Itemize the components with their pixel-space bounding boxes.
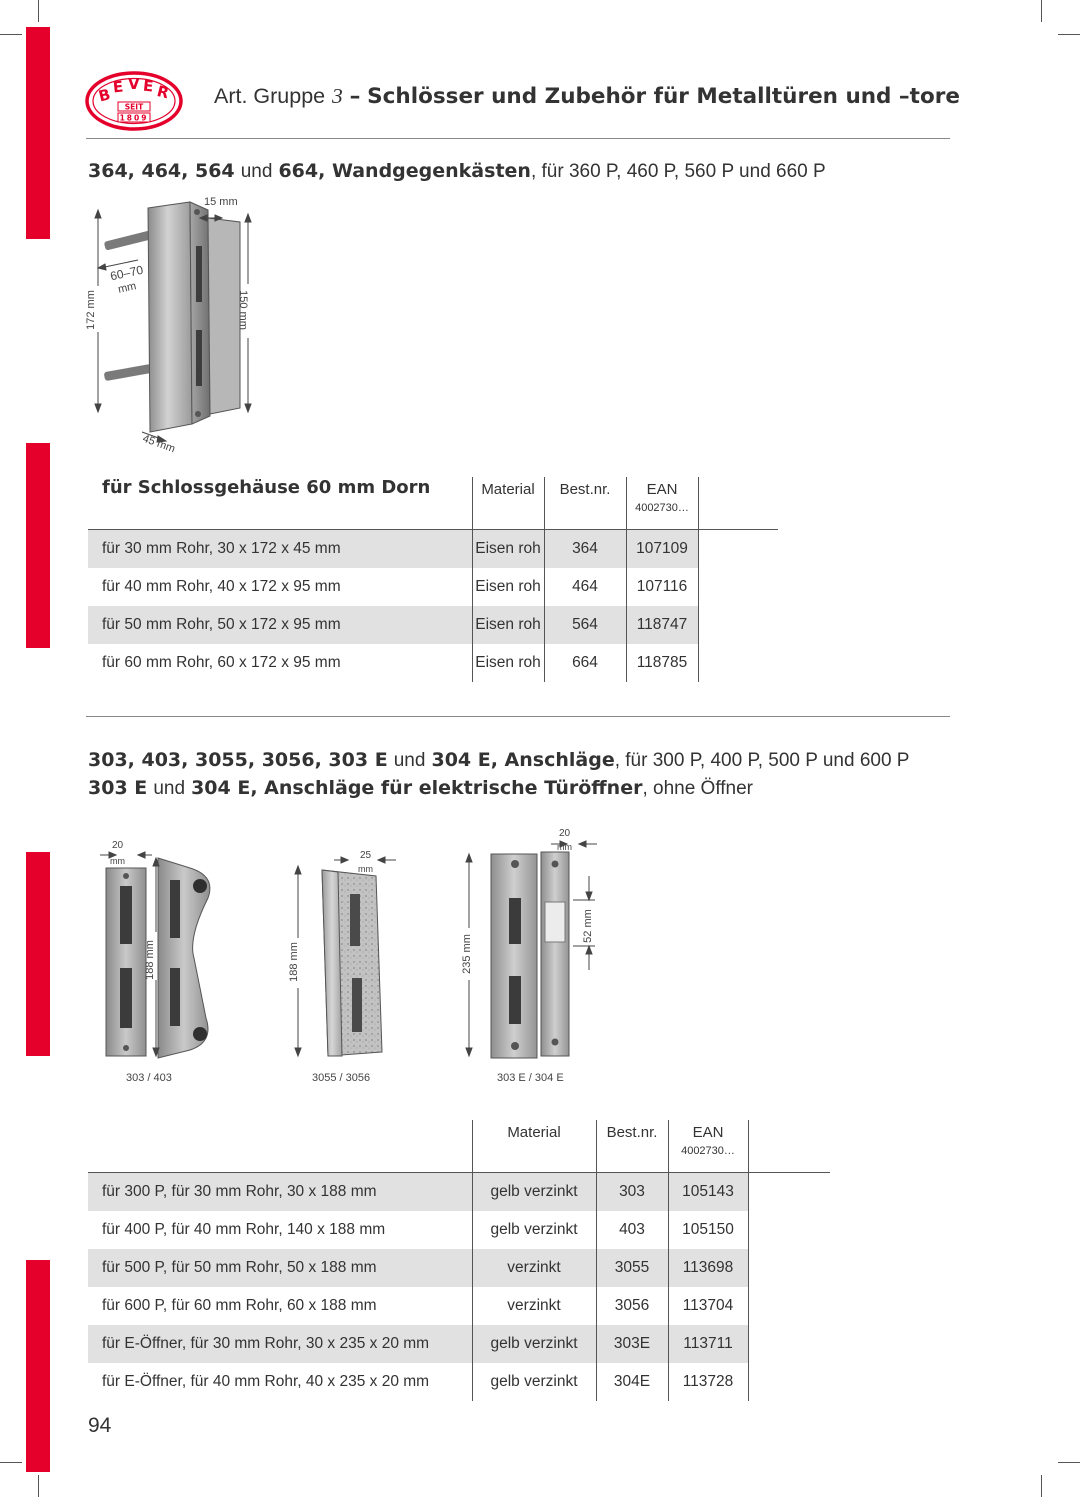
cell-ean: 113711 [668, 1325, 748, 1363]
section2-line2-bold2: 304 E, Anschläge für elektrische Türöffner [191, 777, 643, 799]
bever-logo [84, 70, 184, 132]
cell-ean: 118747 [626, 606, 698, 644]
table2-heading-blank [88, 1120, 472, 1172]
col-header-ean [626, 477, 698, 529]
cell-blank [698, 529, 778, 568]
section2-line1-bold2: 304 E, Anschläge [431, 749, 615, 771]
cell-blank [698, 568, 778, 606]
dim-width: 45 mm [140, 432, 177, 456]
table-row [88, 606, 778, 644]
cell-ean: 113704 [668, 1287, 748, 1325]
dim-depth: 60–70 [108, 262, 145, 284]
cell-desc: für 500 P, für 50 mm Rohr, 50 x 188 mm [88, 1249, 472, 1287]
section2-line2-and: und [153, 778, 186, 799]
cell-desc: für 60 mm Rohr, 60 x 172 x 95 mm [102, 653, 341, 671]
cell-blank [748, 1172, 830, 1211]
col-header-bestnr: Best.nr. [544, 477, 626, 529]
cell-desc: für 400 P, für 40 mm Rohr, 140 x 188 mm [102, 1220, 386, 1238]
section2-line1-bold1: 303, 403, 3055, 3056, 303 E [88, 749, 388, 771]
page-number: 94 [88, 1414, 112, 1437]
cell-material: gelb verzinkt [472, 1211, 596, 1249]
fig3-dim-height: 235 mm [460, 934, 473, 974]
cell-blank [748, 1325, 830, 1363]
fig3-dim-top: 20 [559, 828, 571, 839]
cell-desc: für 600 P, für 60 mm Rohr, 60 x 188 mm [102, 1296, 377, 1314]
cell-ean: 118785 [626, 644, 698, 682]
fig1-dim-top-unit: mm [110, 856, 125, 866]
table1-heading: für Schlossgehäuse 60 mm Dorn [102, 477, 431, 498]
col-header-blank [748, 1120, 830, 1172]
cell-blank [748, 1363, 830, 1401]
cell-desc: für 30 mm Rohr, 30 x 172 x 45 mm [88, 529, 472, 568]
wandgegenkasten-figure [80, 196, 270, 466]
table-row [88, 1325, 830, 1363]
cell-blank [748, 1287, 830, 1325]
svg-text:1809: 1809 [119, 113, 149, 123]
fig2-dim-top: 25 [360, 850, 372, 861]
cell-bestnr: 3056 [596, 1287, 668, 1325]
side-tab [26, 443, 50, 648]
dim-height-left: 172 mm [84, 290, 97, 330]
anschlag-3055-3056-figure [280, 828, 430, 1088]
side-tab [26, 27, 50, 239]
section2-title-line2 [88, 777, 753, 800]
header-main-title: Schlösser und Zubehör für Metalltüren und –tore [367, 84, 960, 109]
svg-text:B: B [96, 85, 113, 106]
col-header-material: Material [472, 477, 544, 529]
cell-blank [748, 1211, 830, 1249]
cell-desc: für 300 P, für 30 mm Rohr, 30 x 188 mm [88, 1172, 472, 1211]
cell-blank [698, 606, 778, 644]
cell-material: gelb verzinkt [472, 1363, 596, 1401]
crop-mark [1058, 1462, 1080, 1463]
header-dash: – [349, 84, 361, 109]
fig1-dim-height: 188 mm [143, 940, 156, 980]
anschlag-303-403-figure [90, 828, 240, 1088]
crop-mark [1058, 34, 1080, 35]
section1-title-bold2: 664, Wandgegenkästen [278, 160, 531, 182]
cell-desc: für 40 mm Rohr, 40 x 172 x 95 mm [102, 577, 341, 595]
cell-material: gelb verzinkt [472, 1172, 596, 1211]
section1-title-and: und [240, 161, 273, 182]
table-row [88, 1287, 830, 1325]
side-tab [26, 852, 50, 1056]
cell-ean: 113728 [668, 1363, 748, 1401]
header-title [214, 84, 960, 109]
cell-bestnr: 464 [544, 568, 626, 606]
cell-material: gelb verzinkt [472, 1325, 596, 1363]
dim-depth-unit: mm [116, 280, 138, 296]
crop-mark [1041, 1475, 1042, 1497]
crop-mark [0, 1462, 22, 1463]
col-header-bestnr: Best.nr. [596, 1120, 668, 1172]
col-header-blank [698, 477, 778, 529]
cell-ean: 107109 [626, 529, 698, 568]
table-row [88, 1172, 830, 1211]
cell-bestnr: 304E [596, 1363, 668, 1401]
cell-desc: für 50 mm Rohr, 50 x 172 x 95 mm [88, 606, 472, 644]
section2-line1-rest: , für 300 P, 400 P, 500 P und 600 P [614, 750, 910, 771]
cell-ean: 107116 [626, 568, 698, 606]
fig2-dim-height: 188 mm [287, 942, 300, 982]
cell-bestnr: 303E [596, 1325, 668, 1363]
cell-ean: 113698 [668, 1249, 748, 1287]
table-row [88, 1211, 830, 1249]
dim-top: 15 mm [204, 196, 238, 208]
fig1-caption: 303 / 403 [126, 1072, 172, 1084]
svg-text:E: E [142, 76, 155, 96]
cell-desc: für E-Öffner, für 30 mm Rohr, 30 x 235 x 20 mm [88, 1325, 472, 1363]
section2-line2-rest: , ohne Öffner [642, 778, 754, 799]
side-tab [26, 1260, 50, 1472]
cell-material: Eisen roh [472, 568, 544, 606]
table-row [88, 1363, 830, 1401]
fig3-dim-top-unit: mm [557, 842, 572, 852]
crop-mark [1041, 0, 1042, 22]
col-header-ean-label: EAN [646, 481, 678, 498]
section2-title-line1 [88, 749, 909, 772]
cell-bestnr: 364 [544, 529, 626, 568]
table-row [88, 568, 778, 606]
col-header-ean-prefix: 4002730… [681, 1145, 735, 1157]
col-header-ean-label: EAN [692, 1124, 724, 1141]
svg-text:SEIT: SEIT [124, 102, 144, 112]
cell-material: verzinkt [472, 1287, 596, 1325]
product-table-2 [88, 1120, 830, 1401]
cell-desc: für E-Öffner, für 40 mm Rohr, 40 x 235 x 20 mm [102, 1372, 430, 1390]
cell-bestnr: 664 [544, 644, 626, 682]
col-header-ean [668, 1120, 748, 1172]
anschlag-303e-304e-figure [455, 828, 615, 1088]
dim-height-right: 150 mm [236, 290, 249, 330]
section1-title [88, 160, 826, 183]
header-group-number: 3 [331, 84, 343, 108]
col-header-ean-prefix: 4002730… [635, 502, 689, 514]
svg-text:R: R [155, 82, 171, 103]
fig2-dim-top-unit: mm [358, 864, 373, 874]
cell-bestnr: 564 [544, 606, 626, 644]
cell-ean: 105150 [668, 1211, 748, 1249]
section2-line2-bold1: 303 E [88, 777, 148, 799]
cell-blank [748, 1249, 830, 1287]
crop-mark [38, 0, 39, 22]
table-row [88, 529, 778, 568]
svg-text:V: V [128, 75, 140, 93]
cell-material: verzinkt [472, 1249, 596, 1287]
cell-bestnr: 403 [596, 1211, 668, 1249]
table-row [88, 644, 778, 682]
fig2-caption: 3055 / 3056 [312, 1072, 371, 1084]
crop-mark [38, 1475, 39, 1497]
crop-mark [0, 34, 22, 35]
fig3-dim-gap: 52 mm [581, 909, 594, 943]
fig3-caption: 303 E / 304 E [497, 1072, 564, 1084]
section1-title-rest: , für 360 P, 460 P, 560 P und 660 P [530, 161, 826, 182]
cell-material: Eisen roh [472, 644, 544, 682]
cell-blank [698, 644, 778, 682]
section-rule [86, 716, 950, 717]
cell-material: Eisen roh [472, 606, 544, 644]
cell-bestnr: 303 [596, 1172, 668, 1211]
cell-bestnr: 3055 [596, 1249, 668, 1287]
section1-title-bold1: 364, 464, 564 [88, 160, 235, 182]
col-header-material: Material [472, 1120, 596, 1172]
header-prefix: Art. Gruppe [214, 84, 326, 108]
table-row [88, 1249, 830, 1287]
cell-ean: 105143 [668, 1172, 748, 1211]
svg-text:E: E [111, 77, 125, 97]
product-table-1 [88, 477, 778, 682]
fig1-dim-top: 20 [112, 840, 124, 851]
header-rule [86, 138, 950, 139]
cell-material: Eisen roh [472, 529, 544, 568]
section2-line1-and: und [393, 750, 426, 771]
